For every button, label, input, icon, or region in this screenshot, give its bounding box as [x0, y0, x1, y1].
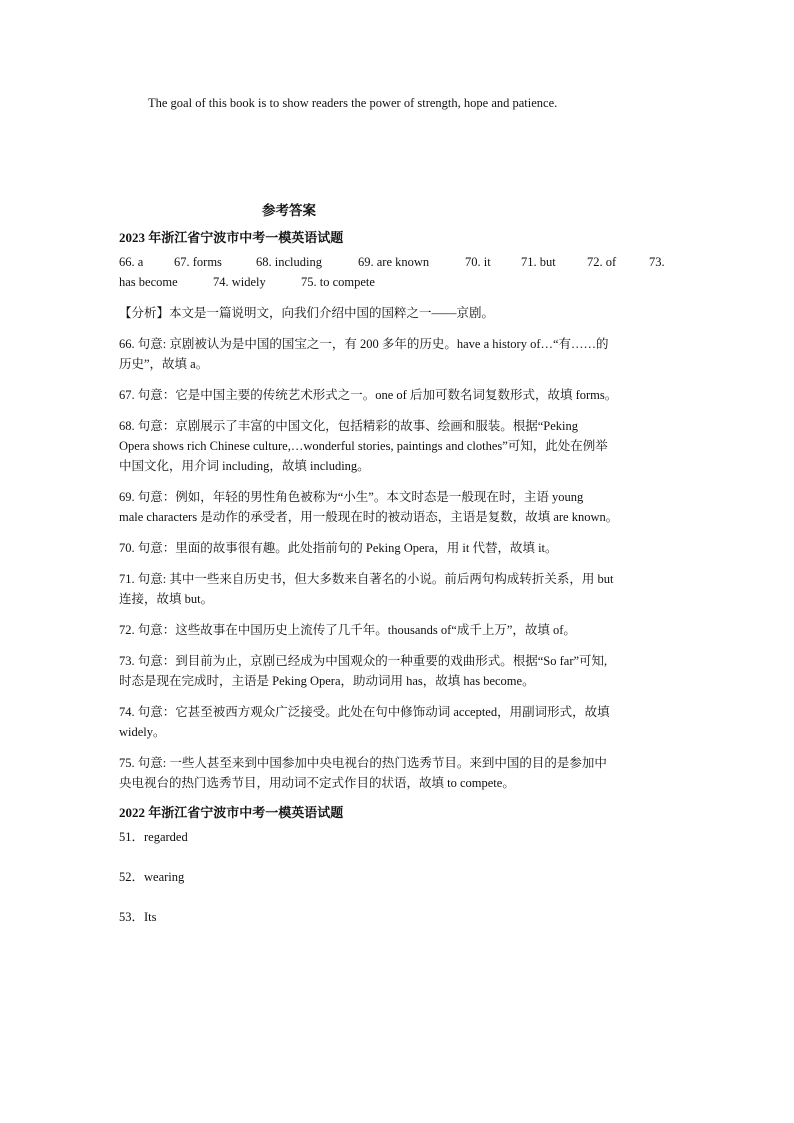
answer-51: 51．regarded: [119, 830, 188, 844]
answer-74: 74. widely: [213, 275, 266, 289]
answer-67: 67. forms: [174, 255, 222, 269]
answer-75: 75. to compete: [301, 275, 375, 289]
explanation-74: [119, 702, 689, 742]
answer-70: 70. it: [465, 255, 491, 269]
answer-68: 68. including: [256, 255, 322, 269]
explanation-line: 73. 句意：到目前为止，京剧已经成为中国观众的一种重要的戏曲形式。根据“So far”可知,: [119, 654, 608, 668]
answer-key-row-1: [119, 252, 689, 272]
explanation-line: 70. 句意：里面的故事很有趣。此处指前句的 Peking Opera，用 it 代替，故填 it。: [119, 541, 558, 555]
answers-2022-list: [119, 827, 689, 927]
explanation-line: 时态是现在完成时，主语是 Peking Opera，助动词用 has，故填 has become。: [119, 674, 535, 688]
analysis-paragraph: 【分析】本文是一篇说明文，向我们介绍中国的国粹之一——京剧。: [119, 306, 495, 320]
explanation-68: [119, 416, 689, 476]
section-2023-title: 2023 年浙江省宁波市中考一模英语试题: [119, 230, 344, 245]
explanation-72: [119, 620, 689, 640]
explanation-73: [119, 651, 689, 691]
explanation-75: [119, 753, 689, 793]
explanation-line: 75. 句意: 一些人甚至来到中国参加中央电视台的热门选秀节目。来到中国的目的是参加中: [119, 756, 607, 770]
answer-52: 52．wearing: [119, 870, 185, 884]
explanation-line: 66. 句意: 京剧被认为是中国的国宝之一，有 200 多年的历史。have a history of…“有……的: [119, 337, 609, 351]
explanation-line: 72. 句意：这些故事在中国历史上流传了几千年。thousands of“成千上万”，故填 of。: [119, 623, 576, 637]
explanation-line: male characters 是动作的承受者，用一般现在时的被动语态，主语是复数，故填 are known。: [119, 510, 619, 524]
answer-71: 71. but: [521, 255, 556, 269]
answer-69: 69. are known: [358, 255, 430, 269]
explanation-line: 连接，故填 but。: [119, 592, 214, 606]
explanation-line: 71. 句意: 其中一些来自历史书，但大多数来自著名的小说。前后两句构成转折关系，用 but: [119, 572, 614, 586]
explanation-line: Opera shows rich Chinese culture,…wonderful stories, paintings and clothes”可知，此处在例举: [119, 439, 608, 453]
explanation-66: [119, 334, 689, 374]
intro-sentence: The goal of this book is to show readers the power of strength, hope and patience.: [148, 96, 558, 110]
explanation-line: 中国文化，用介词 including，故填 including。: [119, 459, 370, 473]
answer-73-number: 73.: [649, 255, 665, 269]
explanation-line: 69. 句意：例如，年轻的男性角色被称为“小生”。本文时态是一般现在时，主语 young: [119, 490, 584, 504]
explanation-line: 68. 句意：京剧展示了丰富的中国文化，包括精彩的故事、绘画和服装。根据“Peking: [119, 419, 579, 433]
explanation-line: widely。: [119, 725, 166, 739]
answer-key-row-2: [119, 272, 689, 292]
answer-66: 66. a: [119, 255, 144, 269]
explanation-line: 央电视台的热门选秀节目，用动词不定式作目的状语，故填 to compete。: [119, 776, 515, 790]
explanation-line: 67. 句意：它是中国主要的传统艺术形式之一。one of 后加可数名词复数形式，故填 forms。: [119, 388, 618, 402]
explanation-67: [119, 385, 689, 405]
answer-73-value: has become: [119, 275, 178, 289]
reference-answers-heading: 参考答案: [262, 203, 316, 218]
answer-53: 53．Its: [119, 910, 157, 924]
explanation-69: [119, 487, 689, 527]
section-2022-title: 2022 年浙江省宁波市中考一模英语试题: [119, 805, 344, 820]
explanation-line: 历史”，故填 a。: [119, 357, 209, 371]
explanation-70: [119, 538, 689, 558]
answer-72: 72. of: [587, 255, 617, 269]
explanation-line: 74. 句意：它甚至被西方观众广泛接受。此处在句中修饰动词 accepted，用副词形式，故填: [119, 705, 610, 719]
explanation-71: [119, 569, 689, 609]
answers-content: [119, 228, 689, 927]
